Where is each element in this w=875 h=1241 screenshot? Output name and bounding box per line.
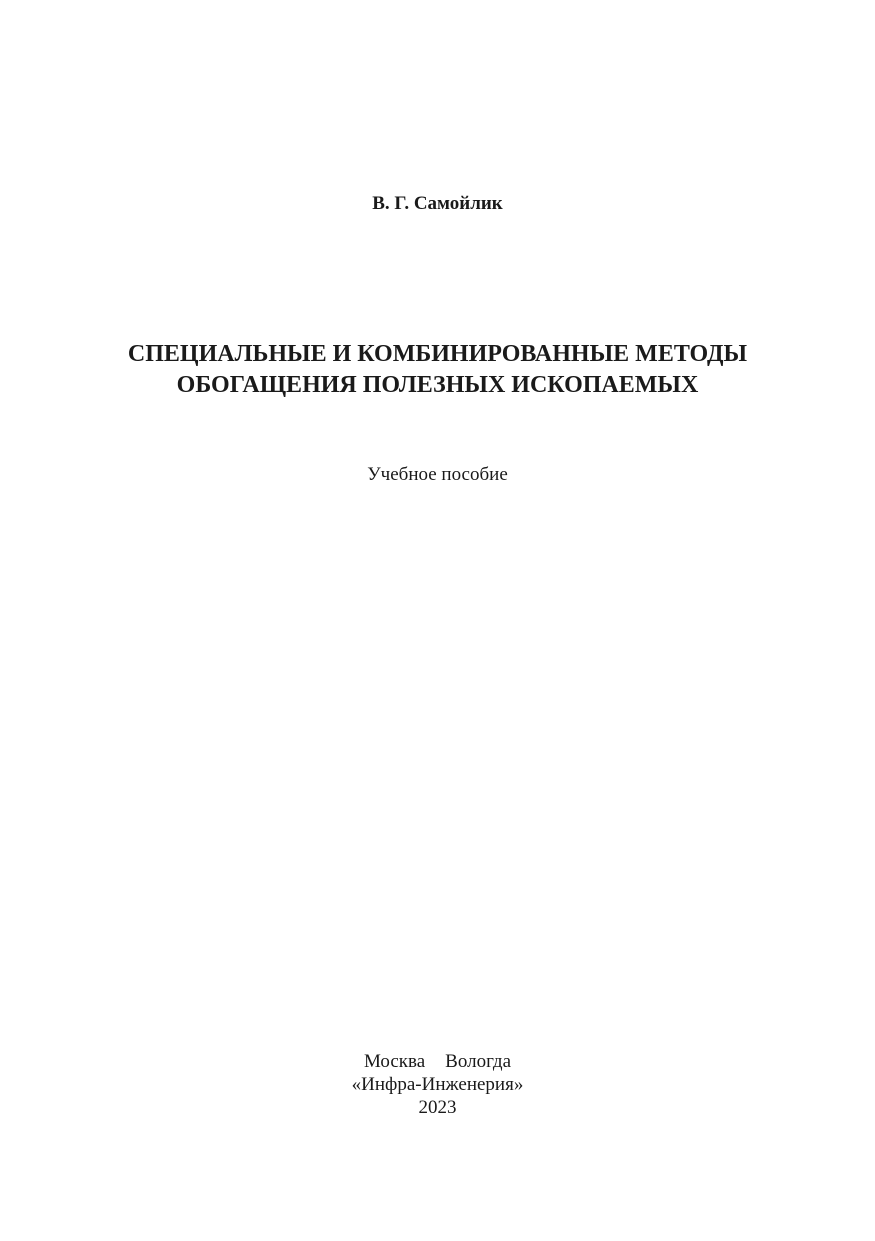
book-title xyxy=(0,339,875,401)
publisher-name: «Инфра-Инженерия» xyxy=(351,1074,524,1095)
city-moscow: Москва xyxy=(363,1051,426,1072)
author-name: В. Г. Самойлик xyxy=(372,193,503,214)
book-title-line-2: ОБОГАЩЕНИЯ ПОЛЕЗНЫХ ИСКОПАЕМЫХ xyxy=(176,372,699,398)
book-type: Учебное пособие xyxy=(367,464,508,485)
publication-cities xyxy=(0,1050,875,1073)
imprint xyxy=(0,1050,875,1119)
publication-year: 2023 xyxy=(418,1097,457,1118)
book-title-line-1: СПЕЦИАЛЬНЫЕ И КОМБИНИРОВАННЫЕ МЕТОДЫ xyxy=(127,341,748,367)
city-vologda: Вологда xyxy=(445,1051,512,1072)
